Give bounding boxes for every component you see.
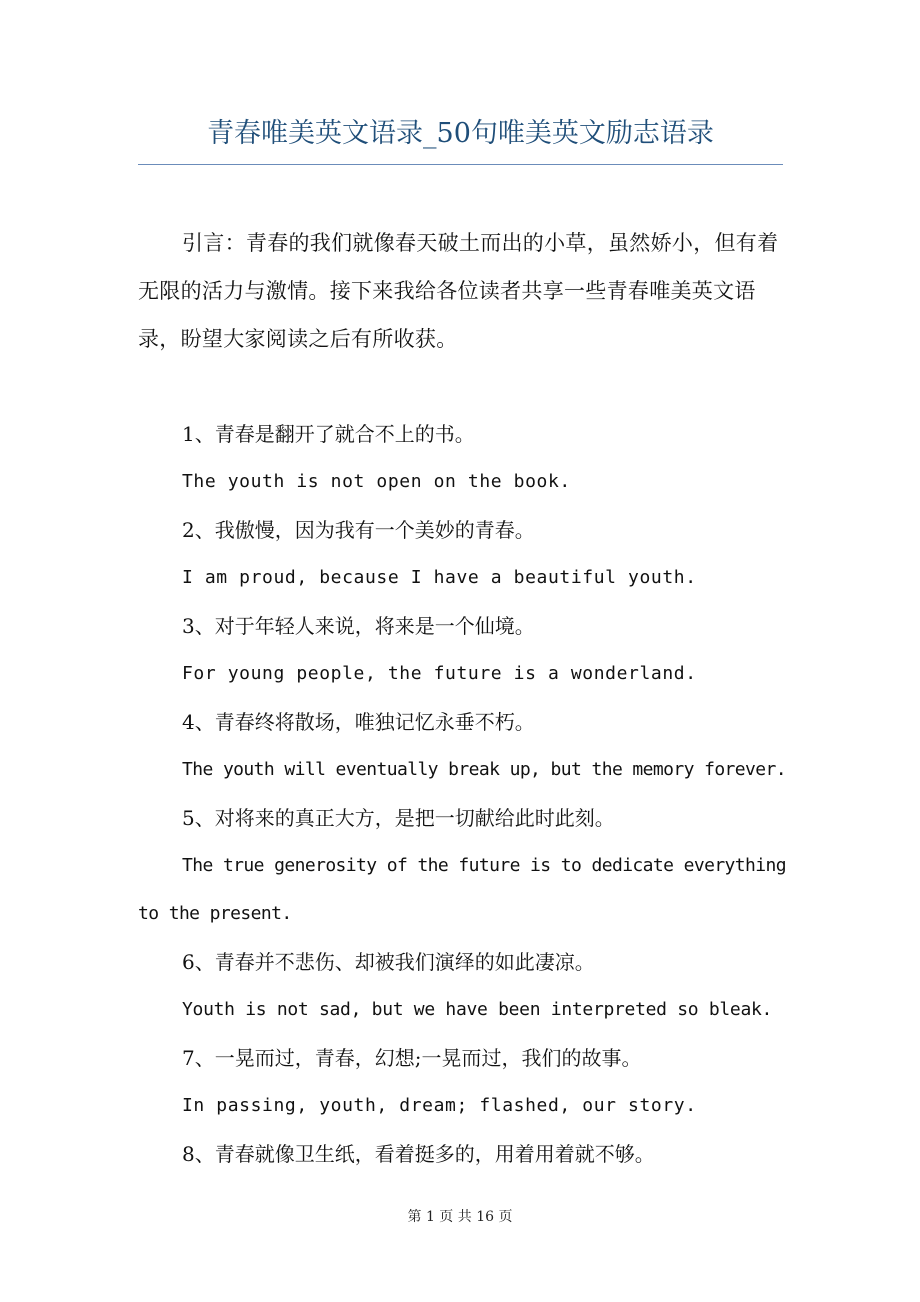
quote-cn-6: 6、青春并不悲伤、却被我们演绎的如此凄凉。	[182, 950, 595, 974]
intro-paragraph: 引言：青春的我们就像春天破土而出的小草，虽然娇小，但有着无限的活力与激情。接下来我给各位读者共享一些青春唯美英文语录，盼望大家阅读之后有所收获。	[138, 231, 779, 351]
quote-en-6: Youth is not sad, but we have been interpreted so bleak.	[182, 999, 773, 1020]
quote-cn-4: 4、青春终将散场，唯独记忆永垂不朽。	[182, 710, 535, 734]
quote-cn-7: 7、一晃而过，青春，幻想;一晃而过，我们的故事。	[182, 1046, 642, 1070]
quote-cn-3: 3、对于年轻人来说，将来是一个仙境。	[182, 614, 535, 638]
page-footer: 第 1 页 共 16 页	[407, 1209, 513, 1225]
title-underline	[138, 164, 783, 165]
quote-en-3: For young people, the future is a wonderland.	[182, 663, 697, 684]
quote-en-2: I am proud, because I have a beautiful youth.	[182, 567, 697, 588]
quote-en-4: The youth will eventually break up, but the memory forever.	[182, 759, 786, 780]
quote-cn-2: 2、我傲慢，因为我有一个美妙的青春。	[182, 518, 535, 542]
document-title: 青春唯美英文语录_50句唯美英文励志语录	[207, 118, 714, 149]
quote-en-7: In passing, youth, dream; flashed, our story.	[182, 1095, 697, 1116]
quote-en-5: The true generosity of the future is to dedicate everything to the present.	[138, 855, 786, 924]
quote-cn-1: 1、青春是翻开了就合不上的书。	[182, 422, 475, 446]
quote-cn-5: 5、对将来的真正大方，是把一切献给此时此刻。	[182, 806, 615, 830]
quote-cn-8: 8、青春就像卫生纸，看着挺多的，用着用着就不够。	[182, 1142, 655, 1166]
quote-en-1: The youth is not open on the book.	[182, 471, 571, 492]
